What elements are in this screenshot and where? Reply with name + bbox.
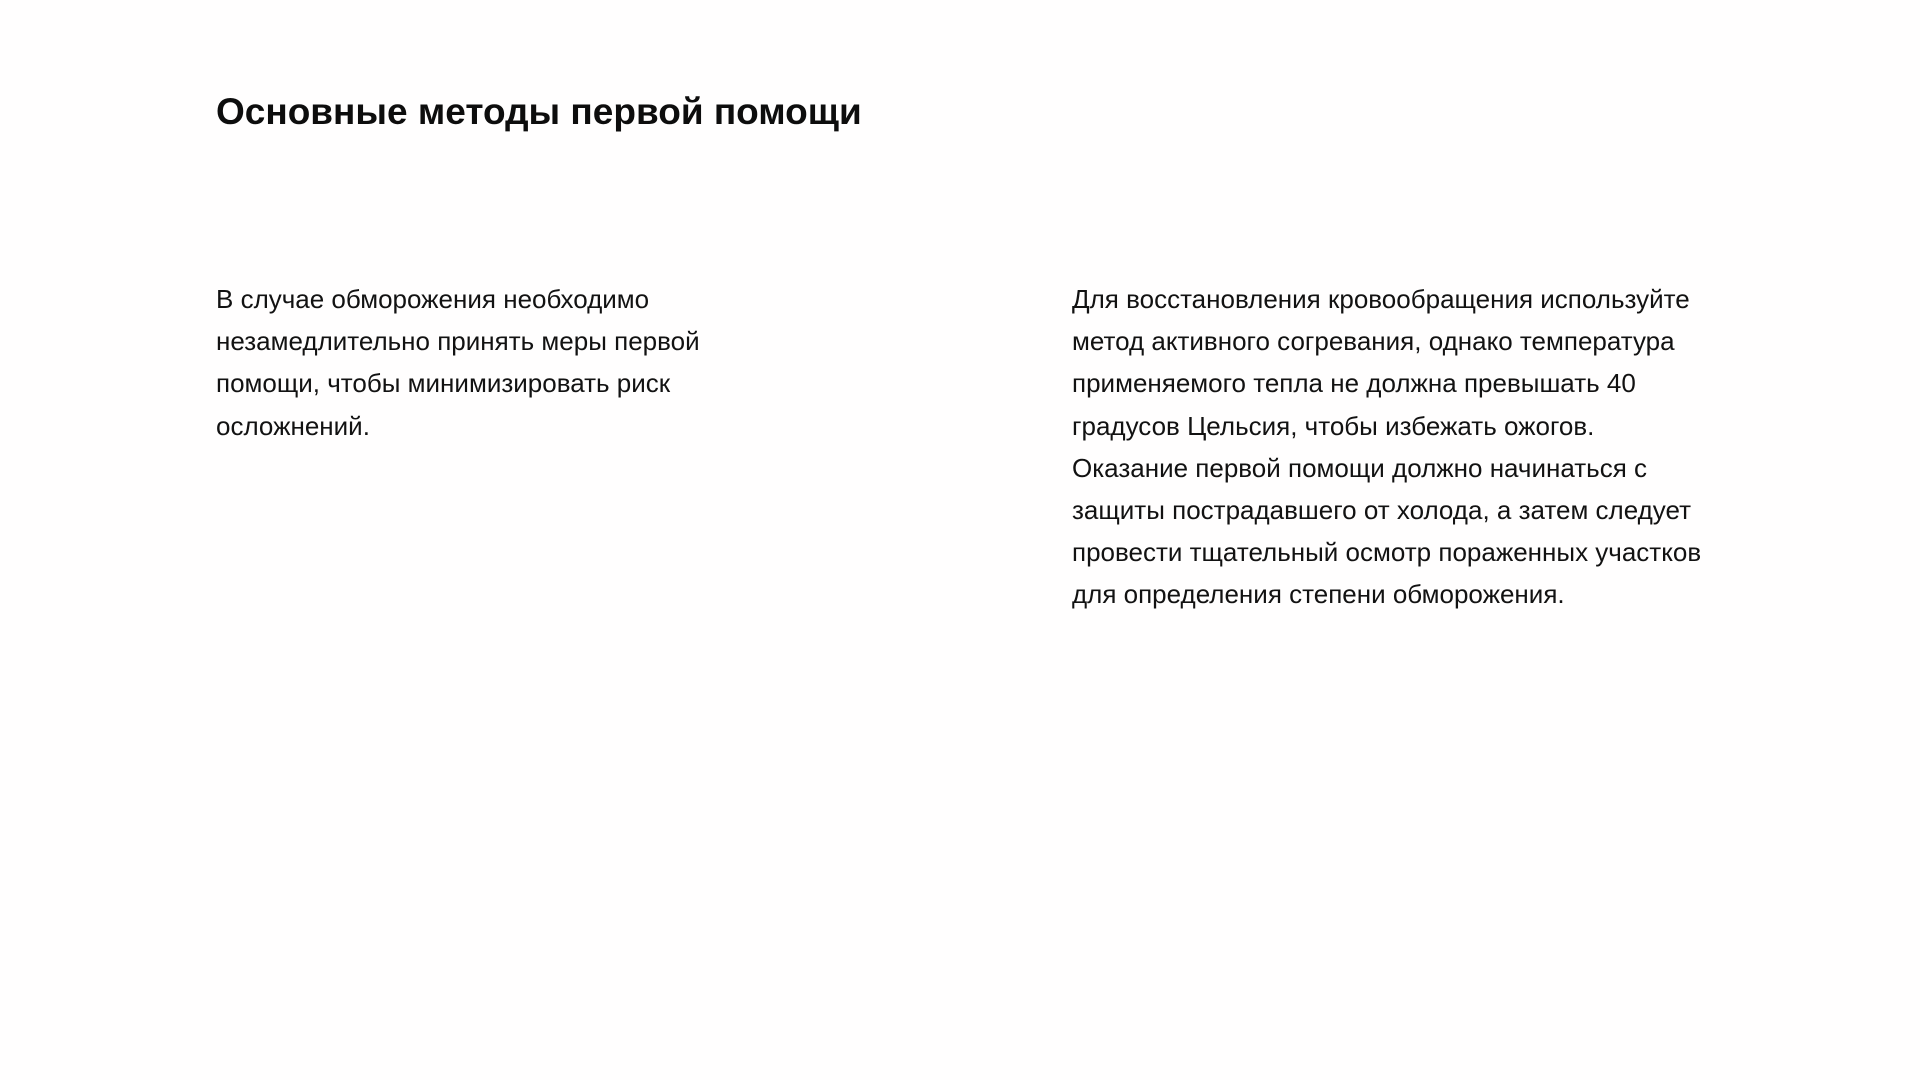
slide-title: Основные методы первой помощи — [216, 91, 862, 132]
right-paragraph: Для восстановления кровообращения используйте метод активного согревания, однако температура применяемого тепла не должна превышать 40 градусов Цельсия, чтобы избежать ожогов. Оказание первой помощи должно начинаться с защиты пострадавшего от холода, а затем следует провести тщательный осмотр пораженных участков для определения степени обморожения. — [1072, 284, 1702, 610]
left-paragraph: В случае обморожения необходимо незамедлительно принять меры первой помощи, чтобы минимизировать риск осложнений. — [216, 284, 700, 441]
